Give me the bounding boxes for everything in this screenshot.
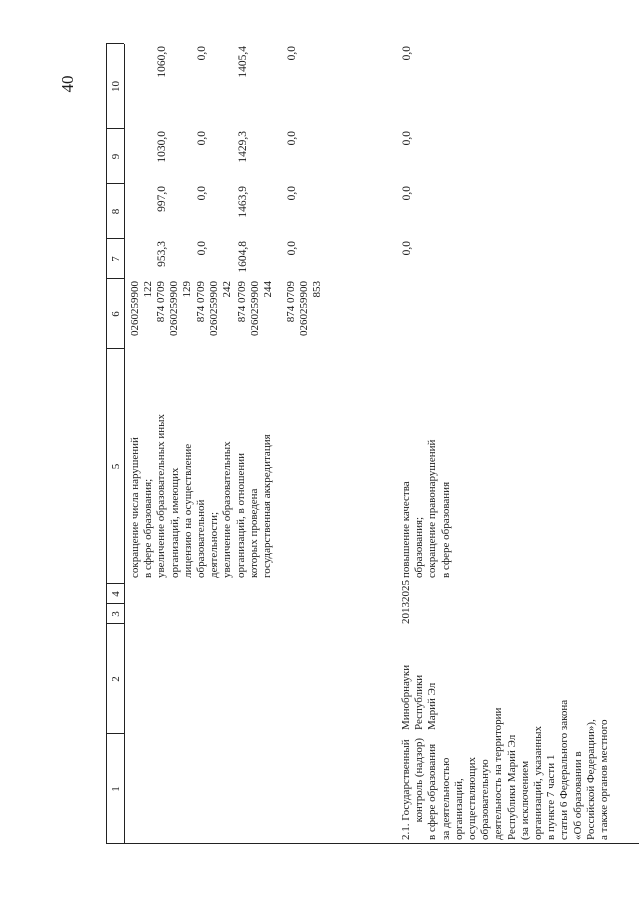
row-2-1-executor bbox=[400, 630, 440, 730]
name-line: образовательную bbox=[479, 759, 492, 840]
amount-col7: 953,3 bbox=[156, 241, 168, 267]
amount-col10: 1405,4 bbox=[237, 46, 249, 78]
amount-col10: 0,0 bbox=[401, 46, 413, 61]
amount-col9: 1429,3 bbox=[237, 131, 249, 163]
header-cell-4: 4 bbox=[110, 591, 122, 597]
row-2-1-name bbox=[400, 699, 611, 840]
prev-row-indicators bbox=[129, 354, 274, 578]
amount-col8: 1463,9 bbox=[237, 186, 249, 218]
kbk-group-1 bbox=[129, 281, 155, 349]
executor-line: Республики bbox=[413, 674, 426, 730]
kbk-group-4 bbox=[236, 281, 276, 349]
name-line: а также органов местного bbox=[598, 719, 611, 840]
table-top-border bbox=[106, 44, 107, 844]
header-cell-1: 1 bbox=[110, 786, 122, 792]
name-line: Республики Марий Эл bbox=[505, 734, 518, 840]
indicator-line: организаций, в отношении bbox=[234, 452, 247, 578]
name-line: в пункте 7 части 1 bbox=[545, 754, 558, 840]
kbk-line: 0260259900 bbox=[168, 281, 181, 336]
executor-line: Минобрнауки bbox=[400, 664, 412, 730]
header-bottom-border bbox=[124, 44, 125, 844]
header-cell-3: 3 bbox=[110, 611, 122, 617]
amount-col9: 0,0 bbox=[401, 131, 413, 146]
indicator-line: образования; bbox=[413, 516, 426, 578]
amount-col9: 0,0 bbox=[286, 131, 298, 146]
kbk-line: 0260259900 bbox=[249, 281, 262, 336]
amount-col10: 0,0 bbox=[196, 46, 208, 61]
amount-col10: 0,0 bbox=[286, 46, 298, 61]
kbk-group-5 bbox=[285, 281, 325, 349]
name-line: «Об образовании в bbox=[571, 751, 584, 840]
column-border bbox=[106, 843, 639, 844]
indicator-line: деятельности; bbox=[208, 511, 221, 578]
page-number: 40 bbox=[58, 75, 77, 93]
row-2-1-start-year: 2013 bbox=[400, 602, 412, 624]
indicator-line: образовательной bbox=[195, 499, 208, 578]
name-line: организаций, bbox=[452, 778, 465, 840]
indicator-line: сокращение правонарушений bbox=[426, 439, 439, 578]
name-line: осуществляющих bbox=[466, 757, 479, 840]
header-cell-10: 10 bbox=[110, 81, 122, 92]
name-line: (за исключением bbox=[518, 760, 531, 840]
indicator-line: увеличение образовательных bbox=[221, 441, 234, 578]
indicator-line: в сфере образования; bbox=[142, 478, 155, 578]
name-line: 2.1. Государственный bbox=[400, 739, 412, 840]
executor-line: Марий Эл bbox=[426, 682, 439, 730]
header-cell-7: 7 bbox=[110, 256, 122, 262]
kbk-line: 0260259900 bbox=[298, 281, 311, 336]
indicator-line: сокращение числа нарушений bbox=[129, 437, 141, 578]
header-cell-5: 5 bbox=[110, 463, 122, 470]
header-cell-8: 8 bbox=[110, 208, 122, 215]
amount-col7: 0,0 bbox=[401, 241, 413, 256]
name-line: контроль (надзор) bbox=[413, 738, 426, 823]
name-line: деятельность на территории bbox=[492, 707, 505, 840]
kbk-line: 853 bbox=[311, 281, 324, 298]
kbk-line: 242 bbox=[221, 281, 234, 298]
name-line: Российской Федерации»), bbox=[584, 719, 597, 840]
indicator-line: увеличение образовательных иных bbox=[155, 413, 168, 578]
row-2-1-end-year: 2025 bbox=[400, 580, 412, 602]
kbk-line: 874 0709 bbox=[236, 281, 248, 323]
header-cell-2: 2 bbox=[110, 676, 122, 682]
indicator-line: лицензию на осуществление bbox=[181, 443, 194, 578]
amount-col10: 1060,0 bbox=[156, 46, 168, 78]
kbk-line: 0260259900 bbox=[129, 281, 141, 336]
name-line: за деятельностью bbox=[439, 757, 452, 840]
amount-col8: 0,0 bbox=[196, 186, 208, 201]
header-cell-9: 9 bbox=[110, 153, 122, 160]
kbk-group-2 bbox=[155, 281, 195, 349]
name-line: статьи 6 Федерального закона bbox=[558, 699, 571, 840]
kbk-line: 129 bbox=[181, 281, 194, 298]
kbk-line: 874 0709 bbox=[195, 281, 207, 323]
indicator-line: в сфере образования bbox=[439, 481, 452, 578]
name-line: в сфере образования bbox=[426, 743, 439, 840]
amount-col9: 1030,0 bbox=[156, 131, 168, 163]
kbk-line: 0260259900 bbox=[208, 281, 221, 336]
amount-col8: 0,0 bbox=[286, 186, 298, 201]
name-line: организаций, указанных bbox=[532, 725, 545, 840]
kbk-group-3 bbox=[195, 281, 235, 349]
header-cell-6: 6 bbox=[110, 311, 122, 317]
kbk-line: 874 0709 bbox=[285, 281, 297, 323]
kbk-line: 244 bbox=[262, 281, 275, 298]
indicator-line: государственная аккредитация bbox=[261, 434, 274, 578]
amount-col9: 0,0 bbox=[196, 131, 208, 146]
amount-col7: 0,0 bbox=[286, 241, 298, 256]
amount-col8: 0,0 bbox=[401, 186, 413, 201]
indicator-line: повышение качества bbox=[400, 481, 412, 578]
kbk-line: 874 0709 bbox=[155, 281, 167, 323]
indicator-line: которых проведена bbox=[247, 488, 260, 578]
indicator-line: организаций, имеющих bbox=[168, 467, 181, 578]
amount-col7: 1604,8 bbox=[237, 241, 249, 273]
row-2-1-indicators bbox=[400, 354, 453, 578]
kbk-line: 122 bbox=[142, 281, 155, 298]
amount-col8: 997,0 bbox=[156, 186, 168, 212]
amount-col7: 0,0 bbox=[196, 241, 208, 256]
